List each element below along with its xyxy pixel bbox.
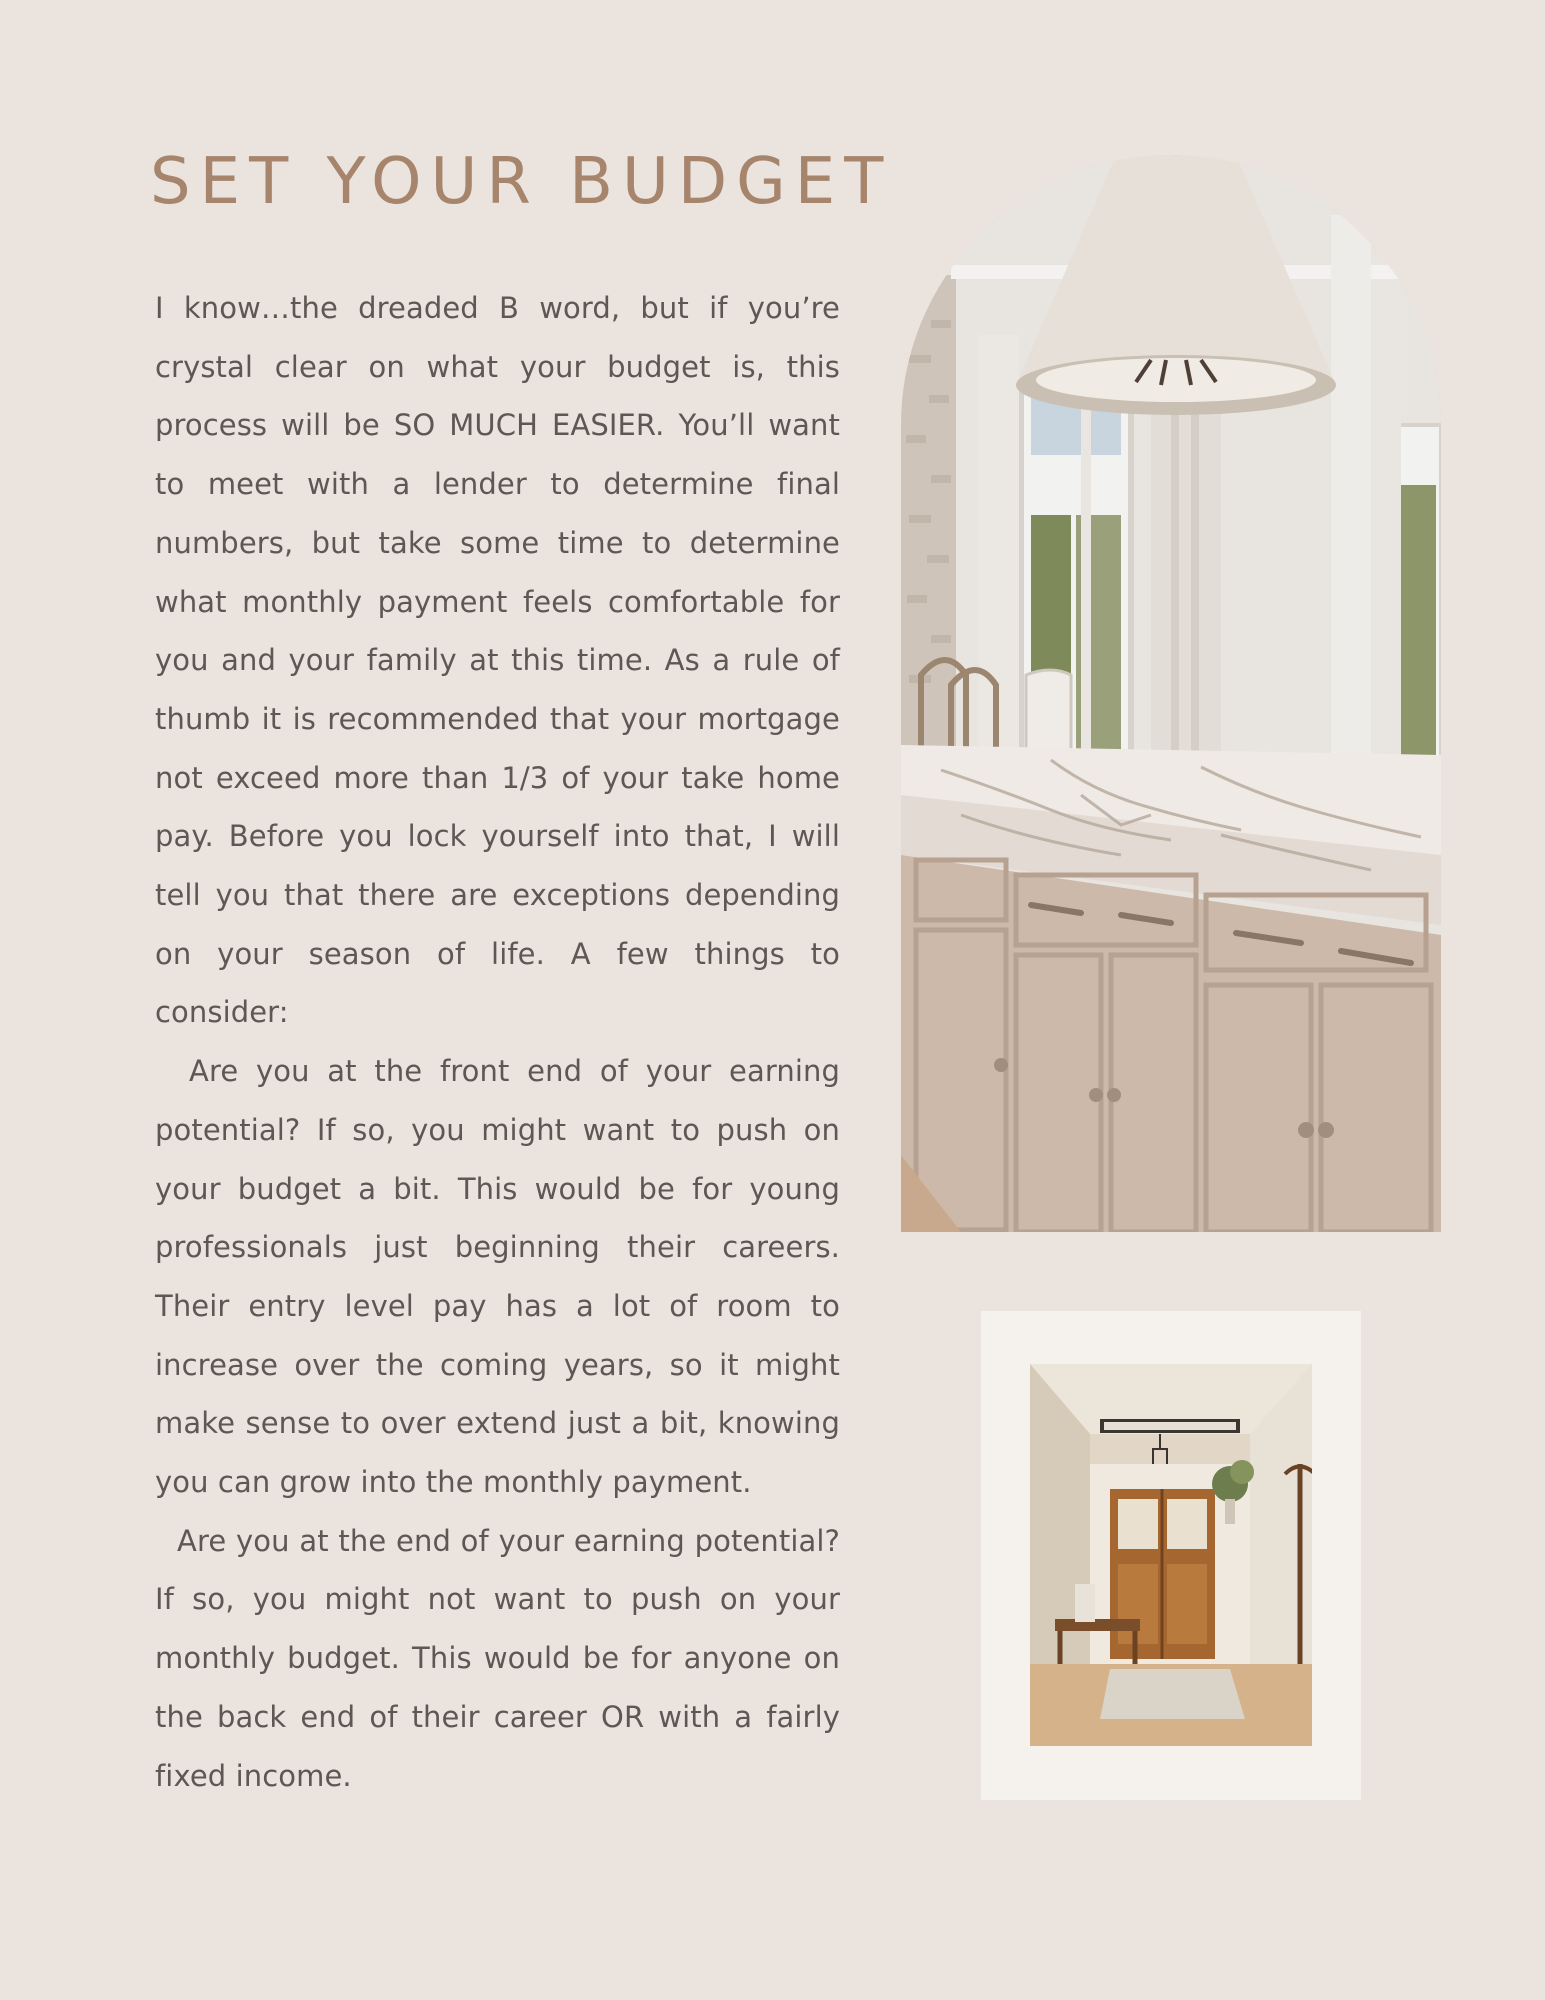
paragraph-front-end: Are you at the front end of your earning potential? If so, you might want to push on your budget a bit. This would be for young professionals just beginning their careers. Their entry level pay has a lot of room to increase over the coming years, so it might make sense to over extend just a bit, knowing you can grow into the monthly payment. [155,1054,840,1500]
paragraph-end: Are you at the end of your earning potential? If so, you might not want to push on your monthly budget. This would be for anyone on the back end of their career OR with a fairly fixed income. [155,1523,840,1793]
body-text [155,279,840,1805]
paragraph-intro: I know…the dreaded B word, but if you’re crystal clear on what your budget is, this process will be SO MUCH EASIER. You’ll want to meet with a lender to determine final numbers, but take some time to determine what monthly payment feels comfortable for you and your family at this time. As a rule of thumb it is recommended that your mortgage not exceed more than 1/3 of your take home pay. Before you lock yourself into that, I will tell you that there are exceptions depending on your season of life. A few things to consider: [155,291,840,1030]
kitchen-photo [901,155,1441,1232]
page-title: SET YOUR BUDGET [150,145,893,219]
hallway-photo [1030,1364,1312,1746]
hallway-photo-frame [981,1311,1361,1800]
